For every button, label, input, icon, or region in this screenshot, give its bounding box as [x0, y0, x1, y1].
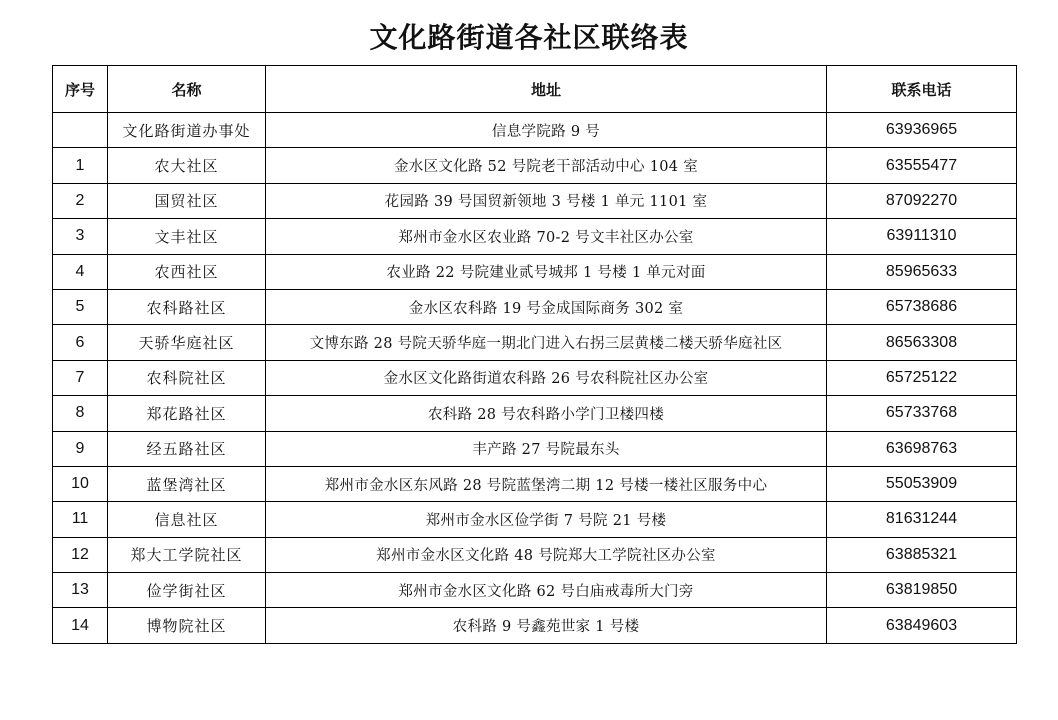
row-address: 郑州市金水区文化路 48 号院郑大工学院社区办公室 [266, 537, 827, 572]
row-name: 郑大工学院社区 [108, 537, 266, 572]
row-name: 经五路社区 [108, 431, 266, 466]
row-index: 3 [53, 219, 108, 254]
table-row [53, 502, 1017, 537]
row-name: 国贸社区 [108, 183, 266, 218]
row-phone: 63819850 [827, 573, 1017, 608]
row-address: 信息学院路 9 号 [266, 113, 827, 148]
header-address: 地址 [266, 66, 827, 113]
row-name: 农科路社区 [108, 289, 266, 324]
row-phone: 81631244 [827, 502, 1017, 537]
row-index: 11 [53, 502, 108, 537]
table-row [53, 360, 1017, 395]
row-phone: 65738686 [827, 289, 1017, 324]
row-name: 天骄华庭社区 [108, 325, 266, 360]
row-address: 文博东路 28 号院天骄华庭一期北门进入右拐三层黄楼二楼天骄华庭社区 [266, 325, 827, 360]
table-row [53, 396, 1017, 431]
header-phone: 联系电话 [827, 66, 1017, 113]
row-index: 10 [53, 466, 108, 501]
contact-table [52, 65, 1017, 644]
page-title: 文化路街道各社区联络表 [369, 21, 689, 54]
table-row [53, 573, 1017, 608]
row-index: 8 [53, 396, 108, 431]
row-address: 丰产路 27 号院最东头 [266, 431, 827, 466]
table-row [53, 537, 1017, 572]
table-row [53, 113, 1017, 148]
row-index: 6 [53, 325, 108, 360]
row-name: 农大社区 [108, 148, 266, 183]
row-index: 7 [53, 360, 108, 395]
row-address: 农业路 22 号院建业贰号城邦 1 号楼 1 单元对面 [266, 254, 827, 289]
row-index: 5 [53, 289, 108, 324]
table-row [53, 183, 1017, 218]
row-phone: 63911310 [827, 219, 1017, 254]
row-address: 金水区农科路 19 号金成国际商务 302 室 [266, 289, 827, 324]
row-phone: 86563308 [827, 325, 1017, 360]
row-phone: 65733768 [827, 396, 1017, 431]
row-phone: 63936965 [827, 113, 1017, 148]
row-index: 9 [53, 431, 108, 466]
row-phone: 63555477 [827, 148, 1017, 183]
row-address: 花园路 39 号国贸新领地 3 号楼 1 单元 1101 室 [266, 183, 827, 218]
row-name: 文丰社区 [108, 219, 266, 254]
row-index: 1 [53, 148, 108, 183]
row-address: 农科路 28 号农科路小学门卫楼四楼 [266, 396, 827, 431]
header-name: 名称 [108, 66, 266, 113]
row-phone: 55053909 [827, 466, 1017, 501]
row-address: 农科路 9 号鑫苑世家 1 号楼 [266, 608, 827, 643]
row-index: 4 [53, 254, 108, 289]
row-address: 金水区文化路街道农科路 26 号农科院社区办公室 [266, 360, 827, 395]
row-address: 郑州市金水区农业路 70-2 号文丰社区办公室 [266, 219, 827, 254]
row-name: 信息社区 [108, 502, 266, 537]
table-row [53, 254, 1017, 289]
row-phone: 63698763 [827, 431, 1017, 466]
row-name: 蓝堡湾社区 [108, 466, 266, 501]
row-phone: 87092270 [827, 183, 1017, 218]
row-phone: 65725122 [827, 360, 1017, 395]
row-name: 博物院社区 [108, 608, 266, 643]
table-row [53, 289, 1017, 324]
table-row [53, 219, 1017, 254]
row-index: 2 [53, 183, 108, 218]
table-row [53, 325, 1017, 360]
row-phone: 63885321 [827, 537, 1017, 572]
row-name: 俭学街社区 [108, 573, 266, 608]
row-address: 金水区文化路 52 号院老干部活动中心 104 室 [266, 148, 827, 183]
table-row [53, 608, 1017, 643]
table-row [53, 148, 1017, 183]
row-name: 农科院社区 [108, 360, 266, 395]
row-index: 13 [53, 573, 108, 608]
row-phone: 85965633 [827, 254, 1017, 289]
row-index [53, 113, 108, 148]
row-name: 农西社区 [108, 254, 266, 289]
row-address: 郑州市金水区俭学街 7 号院 21 号楼 [266, 502, 827, 537]
table-row [53, 466, 1017, 501]
row-name: 文化路街道办事处 [108, 113, 266, 148]
row-phone: 63849603 [827, 608, 1017, 643]
row-name: 郑花路社区 [108, 396, 266, 431]
row-index: 14 [53, 608, 108, 643]
row-index: 12 [53, 537, 108, 572]
table-row [53, 431, 1017, 466]
header-index: 序号 [53, 66, 108, 113]
row-address: 郑州市金水区东风路 28 号院蓝堡湾二期 12 号楼一楼社区服务中心 [266, 466, 827, 501]
table-header-row [53, 66, 1017, 113]
row-address: 郑州市金水区文化路 62 号白庙戒毒所大门旁 [266, 573, 827, 608]
